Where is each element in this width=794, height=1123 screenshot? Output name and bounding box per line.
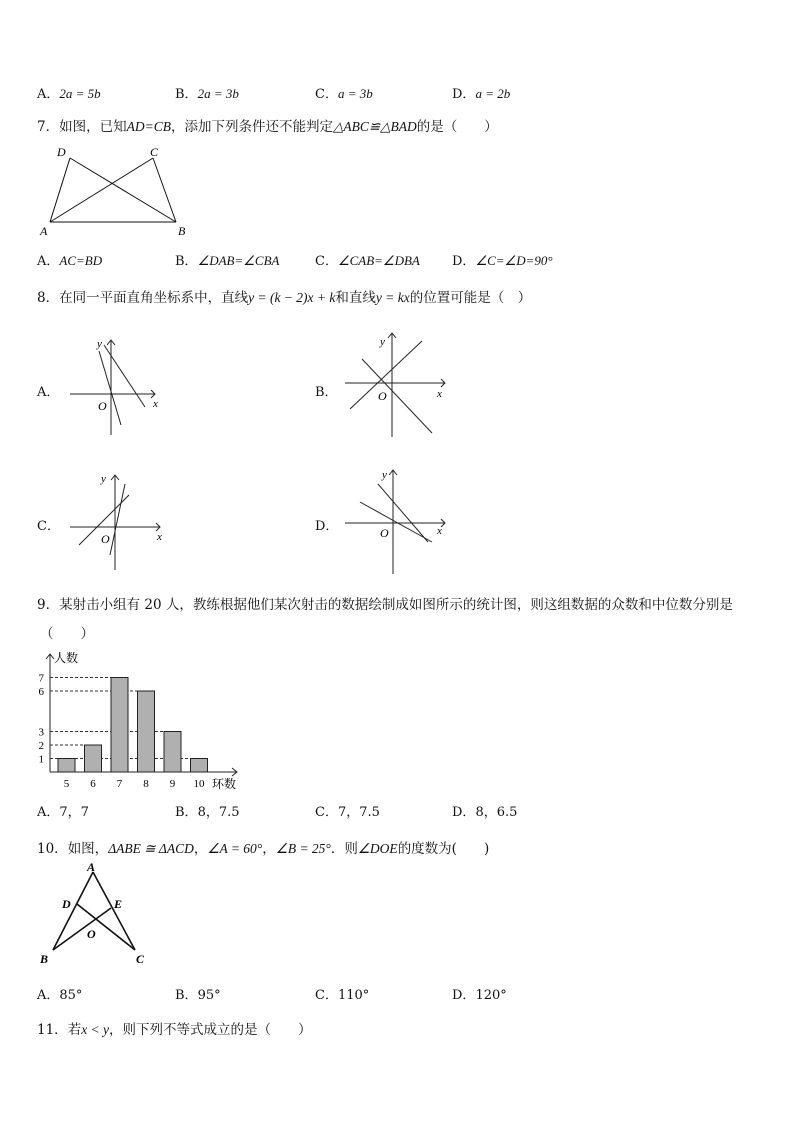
chart-x-tick-8: 8 [143, 778, 149, 790]
q6-option-d[interactable]: D．a = 2b [452, 86, 511, 102]
q8-stem: 8．在同一平面直角坐标系中，直线y = (k − 2)x + k和直线y = kx的位置可能是（ ） [37, 290, 532, 306]
chart-x-tick-9: 9 [169, 778, 176, 790]
q6-option-a[interactable]: A．2a = 5b [37, 86, 101, 102]
chart-bar-6 [85, 745, 102, 772]
q10-option-b[interactable]: B．95° [175, 988, 221, 1003]
chart-ylabel: 人数 [54, 651, 79, 665]
side-ad [50, 158, 70, 222]
q7-option-b[interactable]: B．∠DAB=∠CBA [175, 253, 280, 269]
q9-stem-answer-bracket: （ ） [40, 626, 94, 642]
q10-option-a[interactable]: A．85° [37, 988, 83, 1003]
svg-text:y: y [382, 469, 387, 481]
svg-text:O: O [101, 532, 110, 546]
q10-option-c[interactable]: C．110° [315, 988, 370, 1003]
svg-text:y: y [380, 336, 385, 348]
q7-option-d[interactable]: D．∠C=∠D=90° [452, 253, 553, 269]
q9-option-b[interactable]: B．8，7.5 [175, 805, 240, 820]
svg-text:x: x [153, 398, 158, 410]
q9-bar-chart [32, 648, 252, 796]
q8-option-a-label[interactable]: A． [37, 385, 60, 400]
q7-figure-quadrilateral [35, 143, 195, 238]
q8-graph-c[interactable] [65, 470, 165, 575]
chart-x-ticks [64, 778, 205, 790]
chart-y-tick-1: 1 [38, 753, 44, 766]
diagonal-ac [50, 158, 153, 222]
chart-bar-5 [58, 759, 75, 773]
chart-bar-7 [111, 678, 128, 773]
segment-be [53, 908, 111, 950]
side-ac [93, 872, 135, 950]
q7-option-a[interactable]: A．AC=BD [37, 253, 103, 269]
chart-bar-9 [164, 732, 181, 773]
q10-option-d[interactable]: D．120° [452, 988, 507, 1003]
svg-text:O: O [378, 389, 387, 403]
label-c: C [150, 145, 159, 159]
q8-graph-b[interactable] [340, 325, 455, 440]
q9-stem: 9．某射击小组有 20 人，教练根据他们某次射击的数据绘制成如图所示的统计图，则这组数据的众数和中位数分别是 [37, 597, 733, 613]
side-bc [153, 158, 176, 222]
svg-text:O: O [380, 526, 389, 540]
q6-option-c[interactable]: C．a = 3b [315, 86, 373, 102]
chart-bar-10 [191, 759, 208, 773]
q9-option-c[interactable]: C．7，7.5 [315, 805, 380, 820]
chart-xlabel: 环数 [212, 777, 237, 791]
q8-graph-a[interactable] [65, 335, 165, 440]
label-a: A [87, 862, 96, 874]
q9-option-d[interactable]: D．8，6.5 [452, 805, 518, 820]
q11-stem: 11．若x < y，则下列不等式成立的是（ ） [37, 1022, 312, 1038]
line-1 [99, 351, 121, 425]
label-a: A [40, 224, 48, 238]
label-e: E [114, 897, 123, 911]
q6-option-b[interactable]: B．2a = 3b [175, 86, 239, 102]
line-1 [360, 502, 432, 542]
q10-stem: 10．如图，ΔABE ≅ ΔACD，∠A = 60°，∠B = 25°．则∠DOE的度数为( ) [37, 841, 490, 857]
label-b: B [40, 952, 49, 966]
line-2 [110, 484, 125, 555]
chart-x-tick-6: 6 [90, 778, 96, 790]
label-d: D [62, 897, 71, 911]
label-o: O [87, 927, 96, 941]
chart-y-tick-7: 7 [38, 672, 44, 685]
svg-text:y: y [97, 338, 102, 350]
svg-text:y: y [101, 473, 106, 485]
line-2 [362, 359, 432, 433]
chart-y-ticks [39, 673, 45, 766]
q9-option-a[interactable]: A．7，7 [37, 805, 89, 820]
q8-graph-d[interactable] [340, 462, 455, 577]
label-c: C [136, 952, 145, 966]
svg-text:x: x [437, 388, 442, 400]
q7-stem: 7．如图，已知AD=CB，添加下列条件还不能判定△ABC≌△BAD的是（ ） [37, 119, 498, 135]
q8-option-d-label[interactable]: D． [315, 519, 339, 534]
svg-text:O: O [98, 399, 107, 413]
svg-text:x: x [157, 531, 162, 543]
chart-y-tick-6: 6 [38, 686, 44, 698]
chart-y-tick-2: 2 [38, 740, 44, 752]
q10-figure-triangles [35, 862, 155, 970]
q8-option-b-label[interactable]: B． [315, 385, 338, 400]
label-d: D [57, 145, 66, 159]
chart-x-tick-7: 7 [116, 778, 123, 790]
chart-bar-8 [138, 691, 155, 772]
q7-option-c[interactable]: C．∠CAB=∠DBA [315, 253, 420, 269]
line-2 [104, 345, 145, 407]
chart-x-tick-10: 10 [193, 778, 205, 790]
q8-option-c-label[interactable]: C． [37, 519, 60, 534]
label-b: B [178, 224, 186, 238]
chart-x-tick-5: 5 [63, 778, 70, 790]
svg-text:x: x [437, 525, 442, 537]
chart-y-tick-3: 3 [38, 726, 44, 739]
chart-bars [58, 678, 208, 773]
diagonal-bd [70, 158, 176, 222]
